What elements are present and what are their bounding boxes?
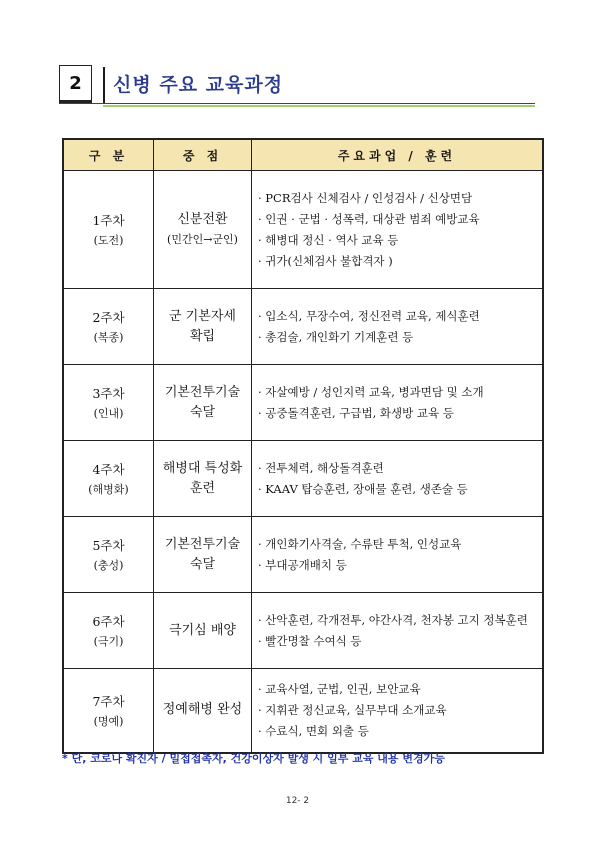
week-theme: (복종) [93,331,124,344]
focus-label: 군 기본자세 [169,308,236,324]
week-cell [63,365,154,441]
week-label: 7주차 [92,693,125,709]
focus-label: 해병대 특성화 [162,460,243,476]
task-item: · PCR검사 신체검사 / 인성검사 / 신상면담 [258,190,473,205]
week-label: 1주차 [92,213,125,228]
page-number: 12- 2 [285,796,310,806]
task-item: · 산악훈련, 각개전투, 야간사격, 천자봉 고지 정복훈련 [258,612,528,627]
tasks-cell [252,517,544,593]
task-item: · 부대공개배치 등 [258,557,347,572]
task-item: · 개인화기사격술, 수류탄 투척, 인성교육 [258,536,462,551]
tasks-cell [252,441,544,517]
focus-label: 기본전투기술 [164,536,241,552]
header-rule [59,103,535,104]
week-theme: (인내) [93,407,124,420]
section-header [59,65,535,107]
task-item: · KAAV 탑승훈련, 장애물 훈련, 생존술 등 [258,481,468,496]
focus-cell [154,171,252,289]
task-item: · 자살예방 / 성인지력 교육, 병과면담 및 소개 [258,384,484,399]
task-item: · 총검술, 개인화기 기계훈련 등 [258,329,414,344]
week-theme: (충성) [93,559,124,572]
focus-cell [154,289,252,365]
task-item: · 귀가(신체검사 불합격자 ) [258,253,393,268]
tasks-cell [252,365,544,441]
focus-label: 정예해병 완성 [162,702,243,718]
week-theme: (도전) [93,234,124,247]
task-item: · 빨간명찰 수여식 등 [258,633,362,648]
table-row [63,517,543,593]
task-item: · 교육사열, 군법, 인권, 보안교육 [258,681,421,696]
table-row [63,171,543,289]
tasks-cell [252,289,544,365]
week-theme: (명예) [93,714,124,728]
table-row [63,365,543,441]
focus-sublabel: (민간인→군인) [167,232,238,246]
focus-sublabel: 확립 [189,328,216,344]
week-theme: (해병화) [88,483,129,496]
task-item: · 수료식, 면회 외출 등 [258,723,369,738]
focus-label: 기본전투기술 [164,384,241,400]
week-cell [63,669,154,753]
focus-sublabel: 훈련 [189,480,216,496]
curriculum-table [62,138,544,754]
focus-cell [154,669,252,753]
week-label: 3주차 [92,386,125,401]
header-focus: 중 점 [154,139,252,171]
tasks-cell [252,669,544,753]
table-row [63,289,543,365]
task-item: · 전투체력, 해상돌격훈련 [258,460,384,475]
tasks-cell [252,593,544,669]
header-tasks: 주요과업 / 훈련 [252,139,544,171]
week-cell [63,593,154,669]
table-row [63,441,543,517]
focus-cell [154,441,252,517]
focus-cell [154,593,252,669]
week-label: 5주차 [92,538,125,553]
focus-label: 극기심 배양 [169,622,236,638]
focus-cell [154,517,252,593]
header-accent-rule [103,105,535,107]
week-cell [63,289,154,365]
header-divider [103,67,105,103]
focus-sublabel: 숙달 [189,556,216,572]
task-item: · 입소식, 무장수여, 정신전력 교육, 제식훈련 [258,308,480,323]
focus-cell [154,365,252,441]
task-item: · 지휘관 정신교육, 실무부대 소개교육 [258,702,447,717]
table-row [63,669,543,753]
table-row [63,593,543,669]
task-item: · 해병대 정신 · 역사 교육 등 [258,232,399,247]
week-cell [63,517,154,593]
task-item: · 공중돌격훈련, 구급법, 화생방 교육 등 [258,405,454,420]
week-label: 2주차 [92,310,125,325]
week-label: 6주차 [92,614,125,629]
section-title: 신병 주요 교육과정 [113,74,284,96]
focus-label: 신분전환 [177,211,228,227]
tasks-cell [252,171,544,289]
table-header-row [63,139,543,171]
header-category: 구 분 [63,139,154,171]
section-number: 2 [59,65,92,103]
week-cell [63,171,154,289]
week-theme: (극기) [93,635,124,648]
week-cell [63,441,154,517]
task-item: · 인권 · 군법 · 성폭력, 대상관 범죄 예방교육 [258,211,480,226]
week-label: 4주차 [92,462,125,477]
focus-sublabel: 숙달 [189,404,216,420]
covid-note: * 단, 코로나 확진자 / 밀접접촉자, 건강이상자 발생 시 일부 교육 내용 변경가능 [62,752,445,765]
